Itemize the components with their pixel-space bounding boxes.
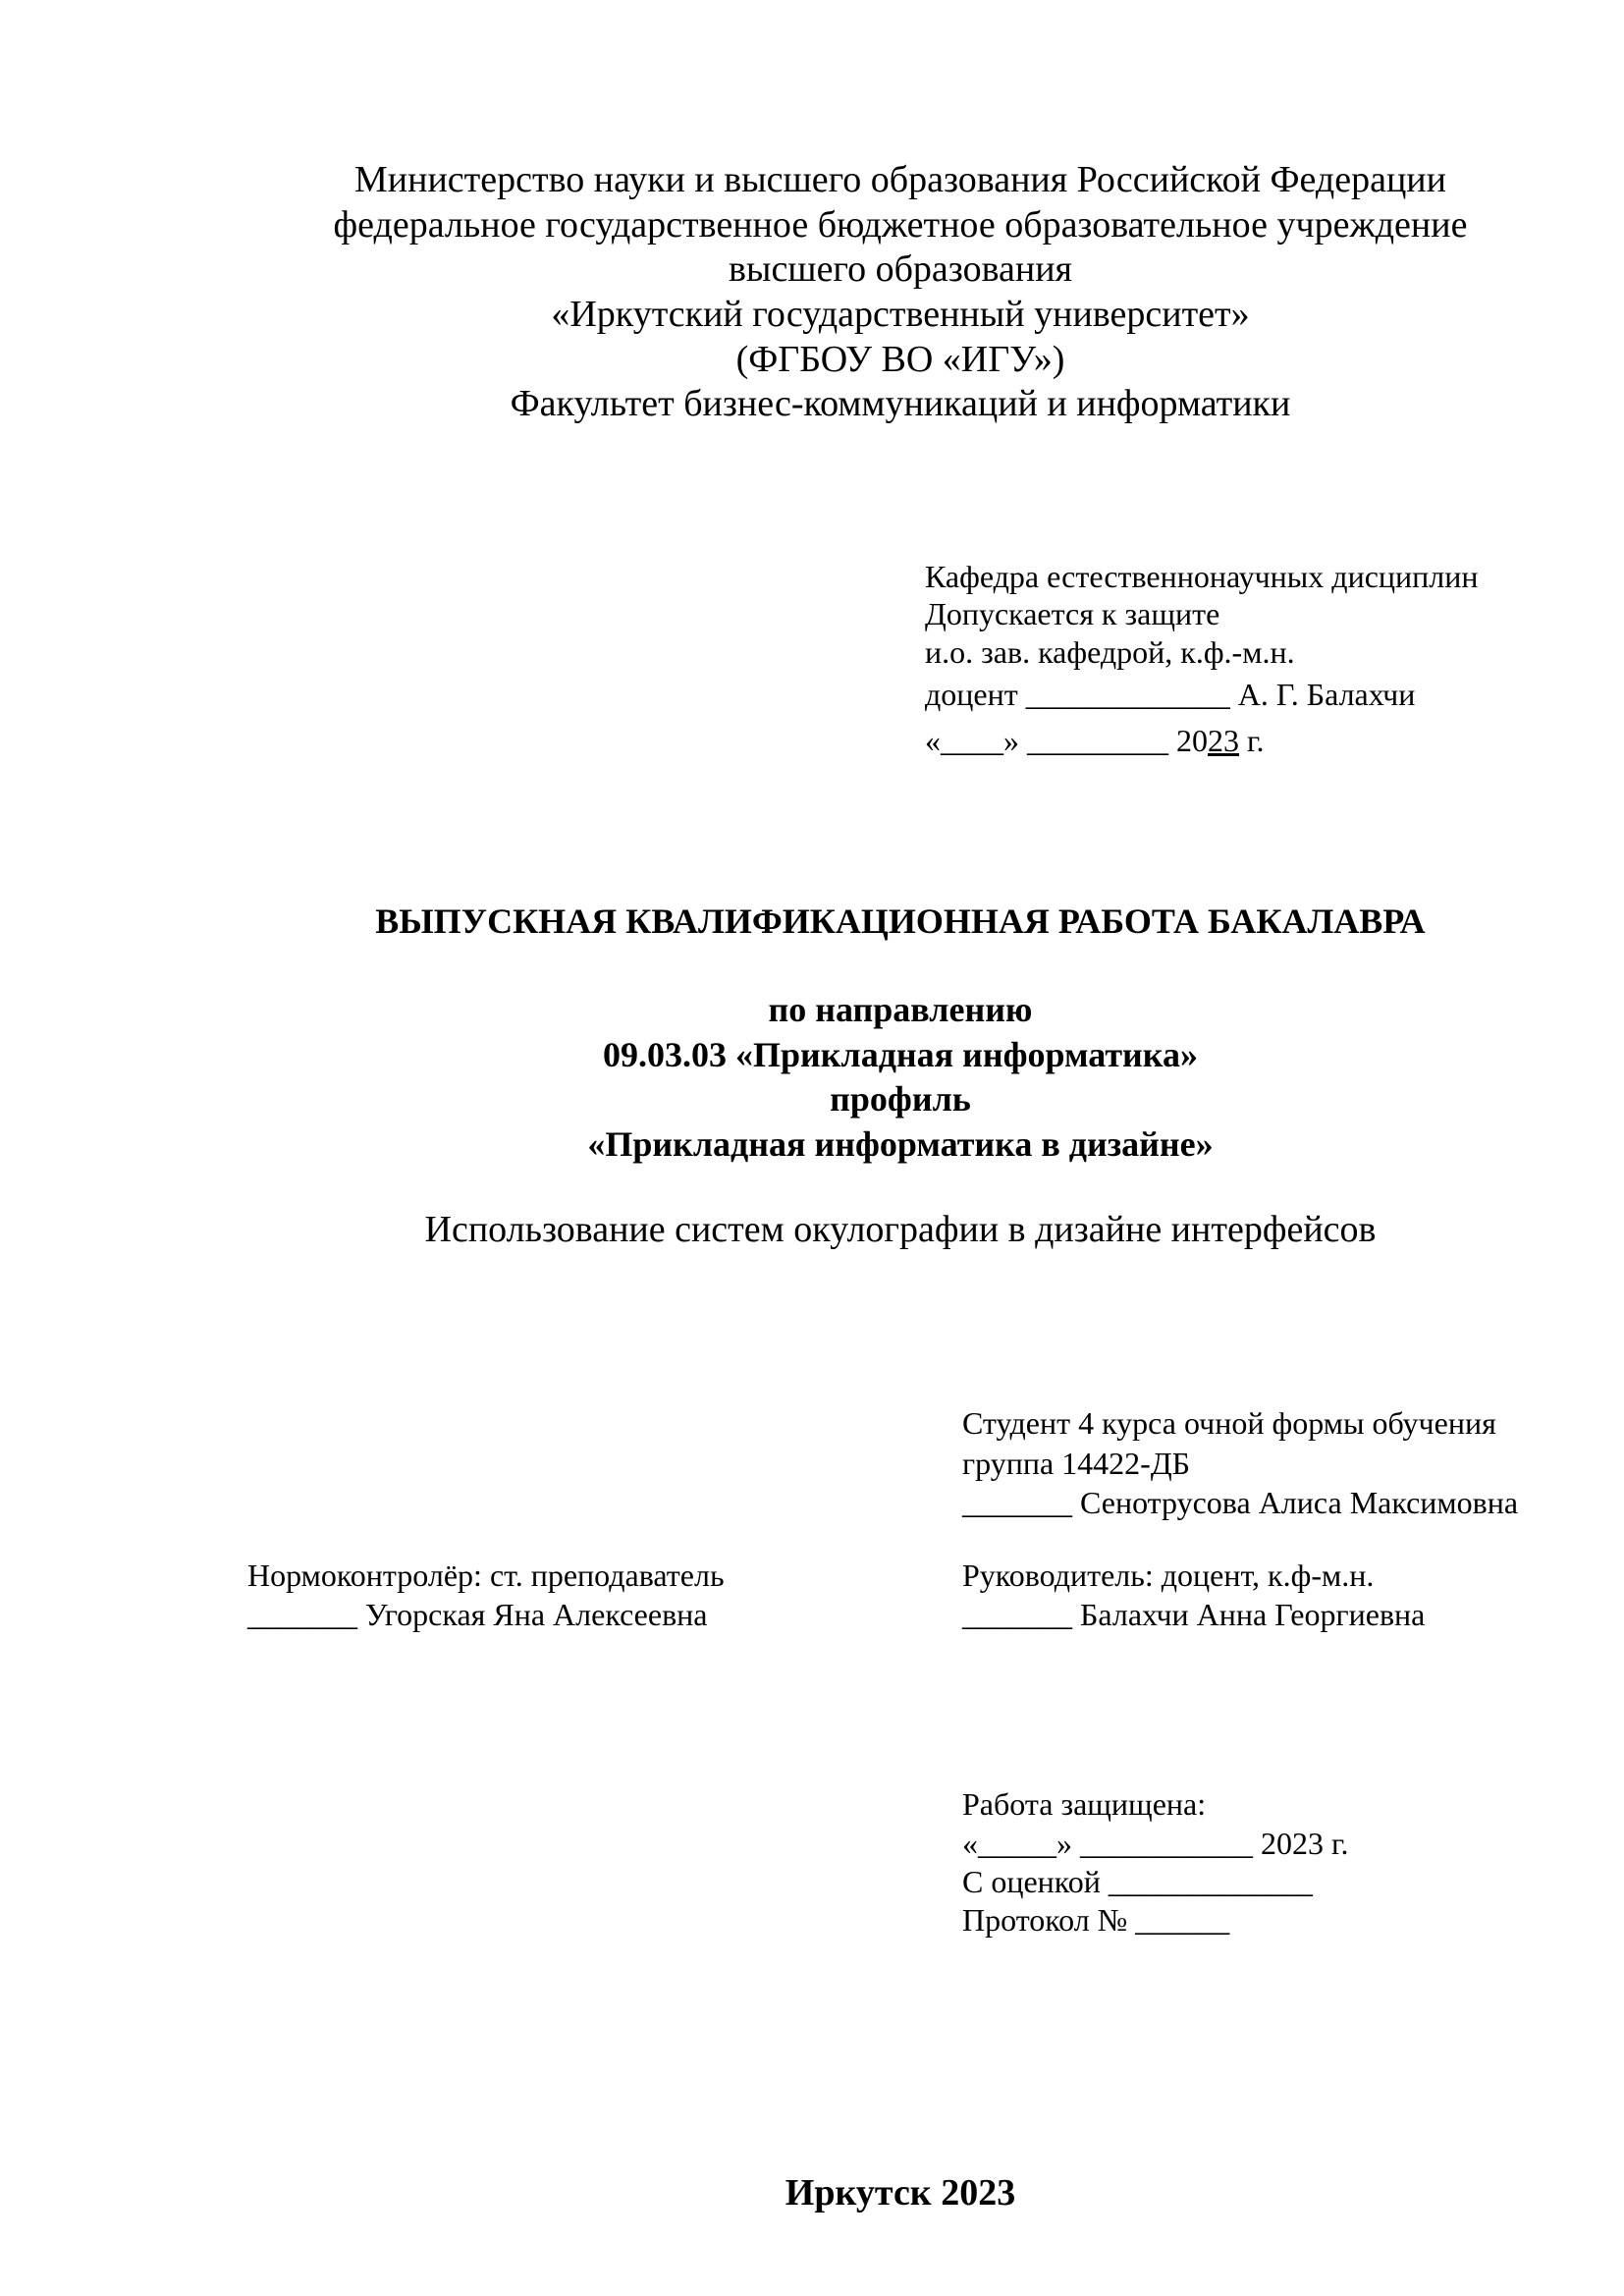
student-course-line: Студент 4 курса очной формы обучения <box>962 1405 1496 1441</box>
defense-label-line: Работа защищена: <box>962 1786 1207 1822</box>
profile-label: профиль <box>830 1079 971 1119</box>
student-name-line: _______ Сенотрусова Алиса Максимовна <box>962 1485 1519 1520</box>
approval-date-prefix: «____» _________ 20 <box>925 723 1208 758</box>
approval-date-line <box>925 721 1265 760</box>
student-group-line: группа 14422-ДБ <box>962 1446 1191 1481</box>
defense-protocol-line: Протокол № ______ <box>962 1902 1230 1938</box>
normcontrol-name-line: _______ Угорская Яна Алексеевна <box>247 1597 708 1632</box>
defense-date-line: «_____» ___________ 2023 г. <box>962 1826 1349 1861</box>
normcontrol-role-line: Нормоконтролёр: ст. преподаватель <box>247 1558 725 1593</box>
department-line: Кафедра естественнонаучных дисциплин <box>925 559 1479 594</box>
institution-type-line: федеральное государственное бюджетное образовательное учреждение <box>333 204 1468 246</box>
education-level-line: высшего образования <box>728 248 1073 290</box>
head-signature-line: доцент _____________ А. Г. Балахчи <box>925 677 1416 712</box>
work-title: ВЫПУСКНАЯ КВАЛИФИКАЦИОННАЯ РАБОТА БАКАЛАВРА <box>375 902 1426 941</box>
thesis-topic: Использование систем окулографии в дизайне интерфейсов <box>424 1209 1377 1250</box>
faculty-line: Факультет бизнес-коммуникаций и информатики <box>510 383 1291 424</box>
university-name-line: «Иркутский государственный университет» <box>551 294 1250 335</box>
direction-label: по направлению <box>768 990 1033 1029</box>
supervisor-name-line: _______ Балахчи Анна Георгиевна <box>962 1597 1426 1632</box>
supervisor-role-line: Руководитель: доцент, к.ф-м.н. <box>962 1558 1375 1593</box>
ministry-line: Министерство науки и высшего образования Российской Федерации <box>354 159 1446 200</box>
city-year-footer: Иркутск 2023 <box>785 2172 1016 2214</box>
direction-value: 09.03.03 «Прикладная информатика» <box>603 1035 1198 1074</box>
university-abbrev-line: (ФГБОУ ВО «ИГУ») <box>735 339 1065 380</box>
approval-date-year: 23 <box>1208 723 1239 758</box>
profile-value: «Прикладная информатика в дизайне» <box>587 1124 1214 1164</box>
defense-grade-line: С оценкой _____________ <box>962 1864 1313 1899</box>
head-position-line: и.о. зав. кафедрой, к.ф.-м.н. <box>925 634 1295 670</box>
approval-date-suffix: г. <box>1239 723 1265 758</box>
admitted-line: Допускается к защите <box>925 596 1220 631</box>
